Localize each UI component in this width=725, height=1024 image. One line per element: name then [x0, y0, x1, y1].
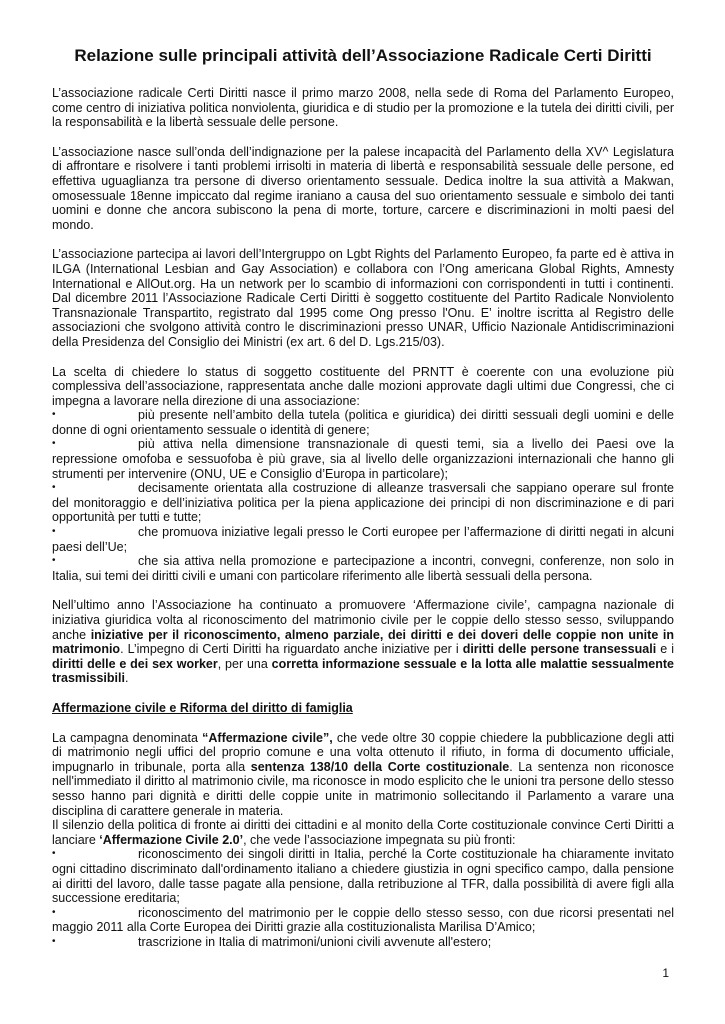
bullet-icon: •: [52, 526, 56, 538]
bullet-icon: •: [52, 906, 56, 918]
paragraph-last-year: Nell’ultimo anno l’Associazione ha continuato a promuovere ‘Affermazione civile’, campagna nazionale di iniziativa giuridica volta al riconoscimento del matrimonio civile per le coppie dello stesso sesso, sviluppando anche iniziative per il riconoscimento, almeno parziale, dei diritti e dei doveri delle coppie non unite in matrimonio. L’impegno di Certi Diritti ha riguardato anche iniziative per i diritti delle persone transessuali e i diritti delle e dei sex worker, per una corretta informazione sessuale e la lotta alle malattie sessualmente trasmissibili.: [52, 598, 675, 686]
commitments-list: [52, 408, 674, 583]
fronts-list: [52, 847, 674, 949]
paragraph-founding: L’associazione radicale Certi Diritti nasce il primo marzo 2008, nella sede di Roma del Parlamento Europeo, come centro di iniziativa politica nonviolenta, giuridica e di studio per la promozione e la tutela dei diritti civili, per la responsabilità e la libertà sessuale delle persone.: [52, 86, 674, 130]
paragraph-origin: L’associazione nasce sull’onda dell’indignazione per la palese incapacità del Parlamento della XV^ Legislatura di affrontare e risolvere i tanti problemi irrisolti in materia di libertà e responsabilità sessuale delle persone, ed effettiva uguaglianza tra persone di diverso orientamento sessuale. Dedica inoltre la sua attività a Makwan, omosessuale 18enne impiccato dal regime iraniano a causa del suo orientamento sessuale e simbolo dei tanti uomini e donne che ancora subiscono la pena di morte, torture, carcere e discriminazioni in molti paesi del mondo.: [52, 144, 674, 232]
bullet-icon: •: [52, 438, 56, 450]
paragraph-campaign: La campagna denominata “Affermazione civile”, che vede oltre 30 coppie chiedere la pubblicazione degli atti di matrimonio negli uffici del proprio comune e una volta ottenuto il rifiuto, in forma di documento ufficiale, impugnarlo in tribunale, porta alla sentenza 138/10 della Corte costituzionale. La sentenza non riconosce nell'immediato il diritto al matrimonio civile, ma riconosce in modo esplicito che le unioni tra persone dello stesso sesso hanno pari dignità e diritti delle coppie unite in matrimonio sollecitando il Parlamento a varare una disciplina di carattere generale in materia.: [52, 730, 674, 818]
list-item: • che promuova iniziative legali presso le Corti europee per l’affermazione di diritti negati in alcuni paesi dell’Ue;: [52, 525, 674, 554]
bullet-icon: •: [52, 555, 56, 567]
page-number: 1: [662, 966, 669, 980]
document-title: Relazione sulle principali attività dell’Associazione Radicale Certi Diritti: [74, 46, 652, 65]
bullet-icon: •: [52, 935, 56, 947]
list-item: • più attiva nella dimensione transnazionale di questi temi, sia a livello dei Paesi ove la repressione omofoba e sessuofoba è più grave, sia al livello delle organizzazioni internazionali che hanno gli strumenti per intervenire (ONU, UE e Consiglio d’Europa in particolare);: [52, 437, 674, 481]
paragraph-network: L’associazione partecipa ai lavori dell’Intergruppo on Lgbt Rights del Parlamento Europeo, fa parte ed è attiva in ILGA (International Lesbian and Gay Association) e collabora con l’Ong americana Global Rights, Amnesty International e AllOut.org. Ha un network per lo scambio di informazioni con corrispondenti in tutti i continenti. Dal dicembre 2011 l’Associazione Radicale Certi Diritti è soggetto costituente del Partito Radicale Nonviolento Transnazionale Transpartito, registrato dal 1995 come Ong presso l'Onu. E’ inoltre iscritta al Registro delle associazioni che svolgono attività contro le discriminazioni presso UNAR, Ufficio Nazionale Antidiscriminazioni della Presidenza del Consiglio dei Ministri (ex art. 6 del D. Lgs.215/03).: [52, 247, 674, 349]
paragraph-prntt: La scelta di chiedere lo status di soggetto costituente del PRNTT è coerente con una evoluzione più complessiva dell’associazione, rappresentata anche dalle mozioni approvate dagli ultimi due Congressi, che ci impegna a lavorare nella direzione di una associazione:: [52, 364, 674, 408]
list-item: • riconoscimento del matrimonio per le coppie dello stesso sesso, con due ricorsi presentati nel maggio 2011 alla Corte Europea dei Diritti grazie alla costituzionalista Marilisa D’Amico;: [52, 905, 674, 935]
list-item: • decisamente orientata alla costruzione di alleanze trasversali che sappiano operare sul fronte del monitoraggio e dell’iniziativa politica per la piena applicazione dei principi di non discriminazione e di pari opportunità per tutti e tutte;: [52, 481, 674, 525]
paragraph-campaign-2: Il silenzio della politica di fronte ai diritti dei cittadini e al monito della Corte costituzionale convince Certi Diritti a lanciare ‘Affermazione Civile 2.0’, che vede l’associazione impegnata su più fronti:: [52, 818, 674, 847]
bullet-icon: •: [52, 848, 56, 860]
list-item: • che sia attiva nella promozione e partecipazione a incontri, convegni, conferenze, non solo in Italia, sui temi dei diritti civili e umani con particolare riferimento alle libertà sessuali della persona.: [52, 554, 674, 583]
document-page: [52, 46, 674, 949]
list-item: • più presente nell’ambito della tutela (politica e giuridica) dei diritti sessuali degli uomini e delle donne di ogni orientamento sessuale o identità di genere;: [52, 408, 674, 437]
list-item: • trascrizione in Italia di matrimoni/unioni civili avvenute all'estero;: [52, 934, 492, 949]
list-item: • riconoscimento dei singoli diritti in Italia, perché la Corte costituzionale ha chiaramente invitato ogni cittadino discriminato dall'ordinamento italiano a chiedere giustizia in ogni specifico campo, dalla pensione ai diritti del lavoro, dalle tasse pagate alla pensione, dalla retribuzione al TFR, dalla possibilità di avere figli alla successione ereditaria;: [52, 847, 674, 906]
section-heading: Affermazione civile e Riforma del diritto di famiglia: [52, 700, 353, 715]
bullet-icon: •: [52, 409, 56, 421]
bullet-icon: •: [52, 482, 56, 494]
